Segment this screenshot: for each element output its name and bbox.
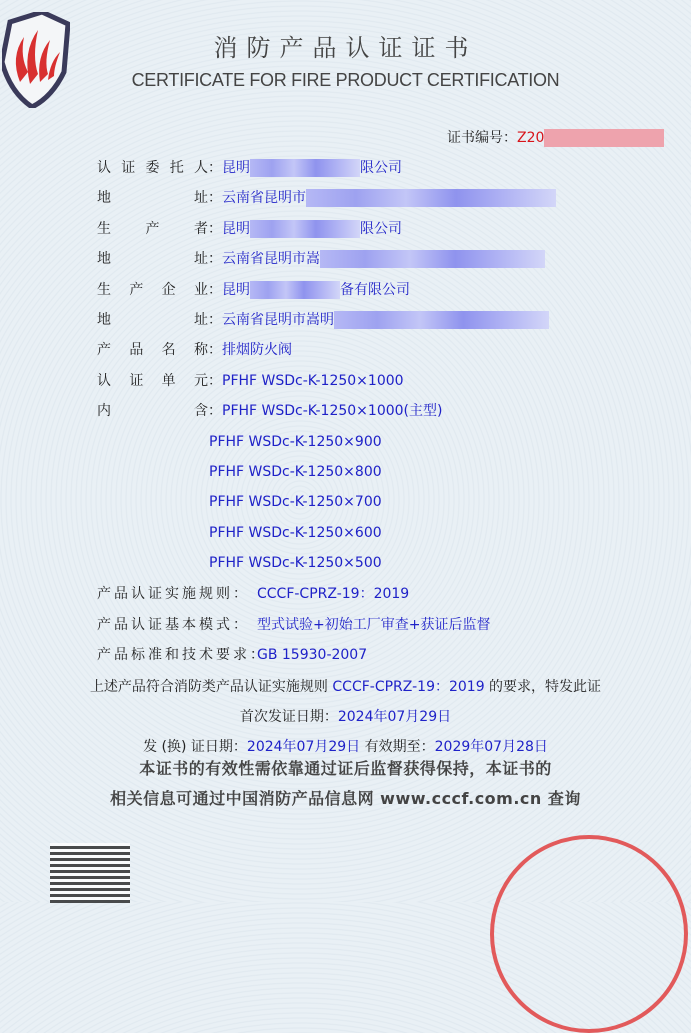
- statement-code: CCCF-CPRZ-19：2019: [332, 679, 485, 695]
- field-value: 排烟防火阀: [222, 342, 292, 359]
- content-model: PFHF WSDc-K-1250×900: [209, 434, 382, 450]
- field-label: 认证单元: [97, 372, 208, 389]
- field-value: 云南省昆明市嵩: [222, 251, 320, 268]
- first-issue-date: [0, 706, 691, 726]
- first-issue-value: 2024年07月29日: [337, 709, 452, 725]
- field-label: 地址: [97, 190, 208, 207]
- official-seal: [490, 835, 688, 1033]
- field-label: 产品名称: [97, 342, 208, 359]
- field-row: 生产者：昆明 限公司: [97, 220, 402, 237]
- redacted-block: [334, 311, 549, 329]
- field-row: 认证单元：PFHF WSDc-K-1250×1000: [97, 372, 404, 389]
- field-label: 地址: [97, 251, 208, 268]
- field-label: 地址: [97, 312, 208, 328]
- content-model: PFHF WSDc-K-1250×500: [209, 554, 382, 571]
- first-issue-label: 首次发证日期：: [239, 709, 338, 725]
- content-model: PFHF WSDc-K-1250×600: [209, 524, 382, 541]
- field-value: 云南省昆明市: [222, 190, 306, 207]
- rule-row: [97, 584, 409, 604]
- content-model: PFHF WSDc-K-1250×700: [209, 494, 382, 511]
- field-value: 昆明: [222, 281, 250, 298]
- field-value: 昆明: [222, 160, 250, 176]
- redacted-block: [250, 220, 360, 238]
- certificate-number: [447, 127, 664, 147]
- field-row: 地址：云南省昆明市: [97, 188, 556, 208]
- field-value-end: 限公司: [360, 160, 402, 176]
- field-label: 生产者: [97, 220, 208, 237]
- field-label: 认证委托人: [97, 160, 208, 176]
- field-value: 云南省昆明市嵩明: [222, 312, 334, 328]
- rule-value: GB 15930-2007: [257, 647, 368, 663]
- statement: [0, 676, 691, 696]
- cert-no-value: Z20: [517, 130, 545, 146]
- rule-value: 型式试验+初始工厂审查+获证后监督: [257, 616, 491, 633]
- field-row: 产品名称：排烟防火阀: [97, 342, 292, 359]
- redacted-block: [306, 189, 556, 207]
- cert-no-label: 证书编号：: [447, 130, 517, 146]
- issue-value: 2024年07月29日: [246, 739, 361, 755]
- certificate-title: 消防产品认证证书: [213, 34, 478, 62]
- notice-line-1: 本证书的有效性需依靠通过证后监督获得保持，本证书的: [139, 759, 552, 778]
- field-label: 内含: [97, 403, 208, 420]
- field-value: PFHF WSDc-K-1250×1000: [222, 372, 404, 389]
- notice-line-2: 相关信息可通过中国消防产品信息网 www.cccf.com.cn 查询: [110, 789, 581, 808]
- field-value: 昆明: [222, 220, 250, 237]
- rule-row: [97, 645, 367, 665]
- redacted-block: [250, 159, 360, 177]
- statement-text-end: 的要求，特发此证: [484, 679, 602, 695]
- rule-label: 产品认证实施规则：: [97, 586, 250, 602]
- field-value: PFHF WSDc-K-1250×1000(主型): [222, 403, 443, 420]
- field-value-end: 备有限公司: [340, 281, 410, 298]
- field-row: 地址：云南省昆明市嵩: [97, 249, 545, 269]
- issue-dates: [0, 736, 691, 756]
- issue-label: 发 (换) 证日期：: [143, 739, 247, 755]
- redacted-block: [250, 281, 340, 299]
- rule-value: CCCF-CPRZ-19：2019: [257, 586, 410, 602]
- field-value-end: 限公司: [360, 220, 402, 237]
- field-row: 内含：PFHF WSDc-K-1250×1000(主型): [97, 403, 443, 420]
- rule-label: 产品标准和技术要求：: [97, 647, 267, 663]
- valid-value: 2029年07月28日: [434, 739, 548, 755]
- certificate-subtitle: CERTIFICATE FOR FIRE PRODUCT CERTIFICATION: [131, 70, 560, 90]
- content-model: PFHF WSDc-K-1250×800: [209, 464, 382, 481]
- statement-text: 上述产品符合消防类产品认证实施规则: [89, 679, 333, 695]
- rule-label: 产品认证基本模式：: [97, 616, 250, 633]
- rule-row: [97, 615, 490, 635]
- field-row: 认证委托人：昆明 限公司: [97, 160, 402, 176]
- field-row: 生产企业：昆明 备有限公司: [97, 281, 410, 298]
- redacted-block: [320, 250, 545, 268]
- redacted-block: [544, 129, 664, 147]
- valid-label: 有效期至：: [360, 739, 435, 755]
- field-label: 生产企业: [97, 281, 208, 298]
- field-row: 地址：云南省昆明市嵩明: [97, 310, 549, 330]
- qr-code: [50, 843, 130, 903]
